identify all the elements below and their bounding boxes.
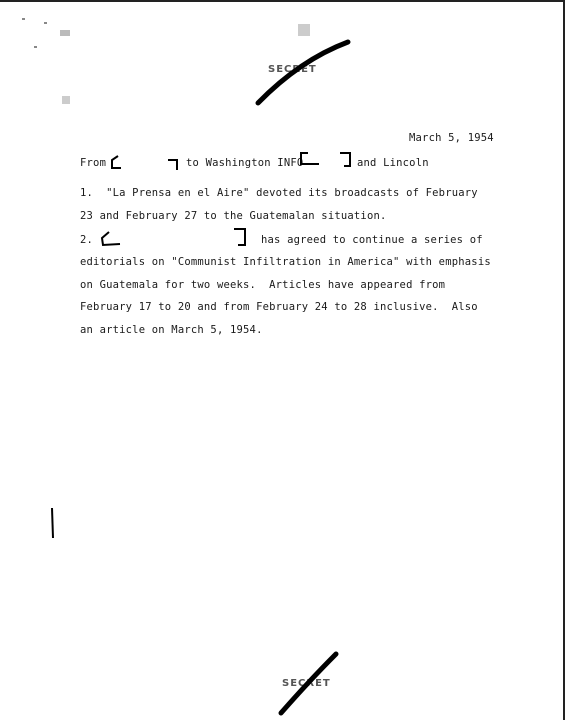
paragraph-2-line-4: February 17 to 20 and from February 24 to 28 inclusive. Also xyxy=(80,301,478,313)
redaction-bracket-left xyxy=(112,156,121,168)
paragraph-2-number: 2. xyxy=(80,234,94,246)
and-lincoln-text: and Lincoln xyxy=(357,157,429,169)
margin-mark xyxy=(52,508,53,538)
redaction-bracket-left xyxy=(301,153,319,164)
classification-stamp-top: SECRET xyxy=(268,64,317,75)
paragraph-2-line-3: on Guatemala for two weeks. Articles have appeared from xyxy=(80,279,446,291)
paragraph-2-line-1: has agreed to continue a series of xyxy=(261,234,483,246)
strike-mark-bottom xyxy=(281,654,336,713)
from-label: From xyxy=(80,157,107,169)
document-date: March 5, 1954 xyxy=(409,132,494,144)
redaction-bracket-left xyxy=(102,232,120,245)
paragraph-2-line-5: an article on March 5, 1954. xyxy=(80,324,263,336)
classification-stamp-bottom: SECRET xyxy=(282,678,331,689)
paragraph-1-line-2: 23 and February 27 to the Guatemalan situation. xyxy=(80,210,387,222)
to-washington-text: to Washington INFO xyxy=(186,157,304,169)
paragraph-1-line-1: 1. "La Prensa en el Aire" devoted its broadcasts of February xyxy=(80,187,478,199)
redaction-bracket-right xyxy=(234,229,245,245)
strike-mark-top xyxy=(258,42,348,103)
redaction-bracket-right xyxy=(168,160,177,170)
redaction-bracket-right xyxy=(340,153,350,166)
paragraph-2-line-2: editorials on "Communist Infiltration in America" with emphasis xyxy=(80,256,491,268)
